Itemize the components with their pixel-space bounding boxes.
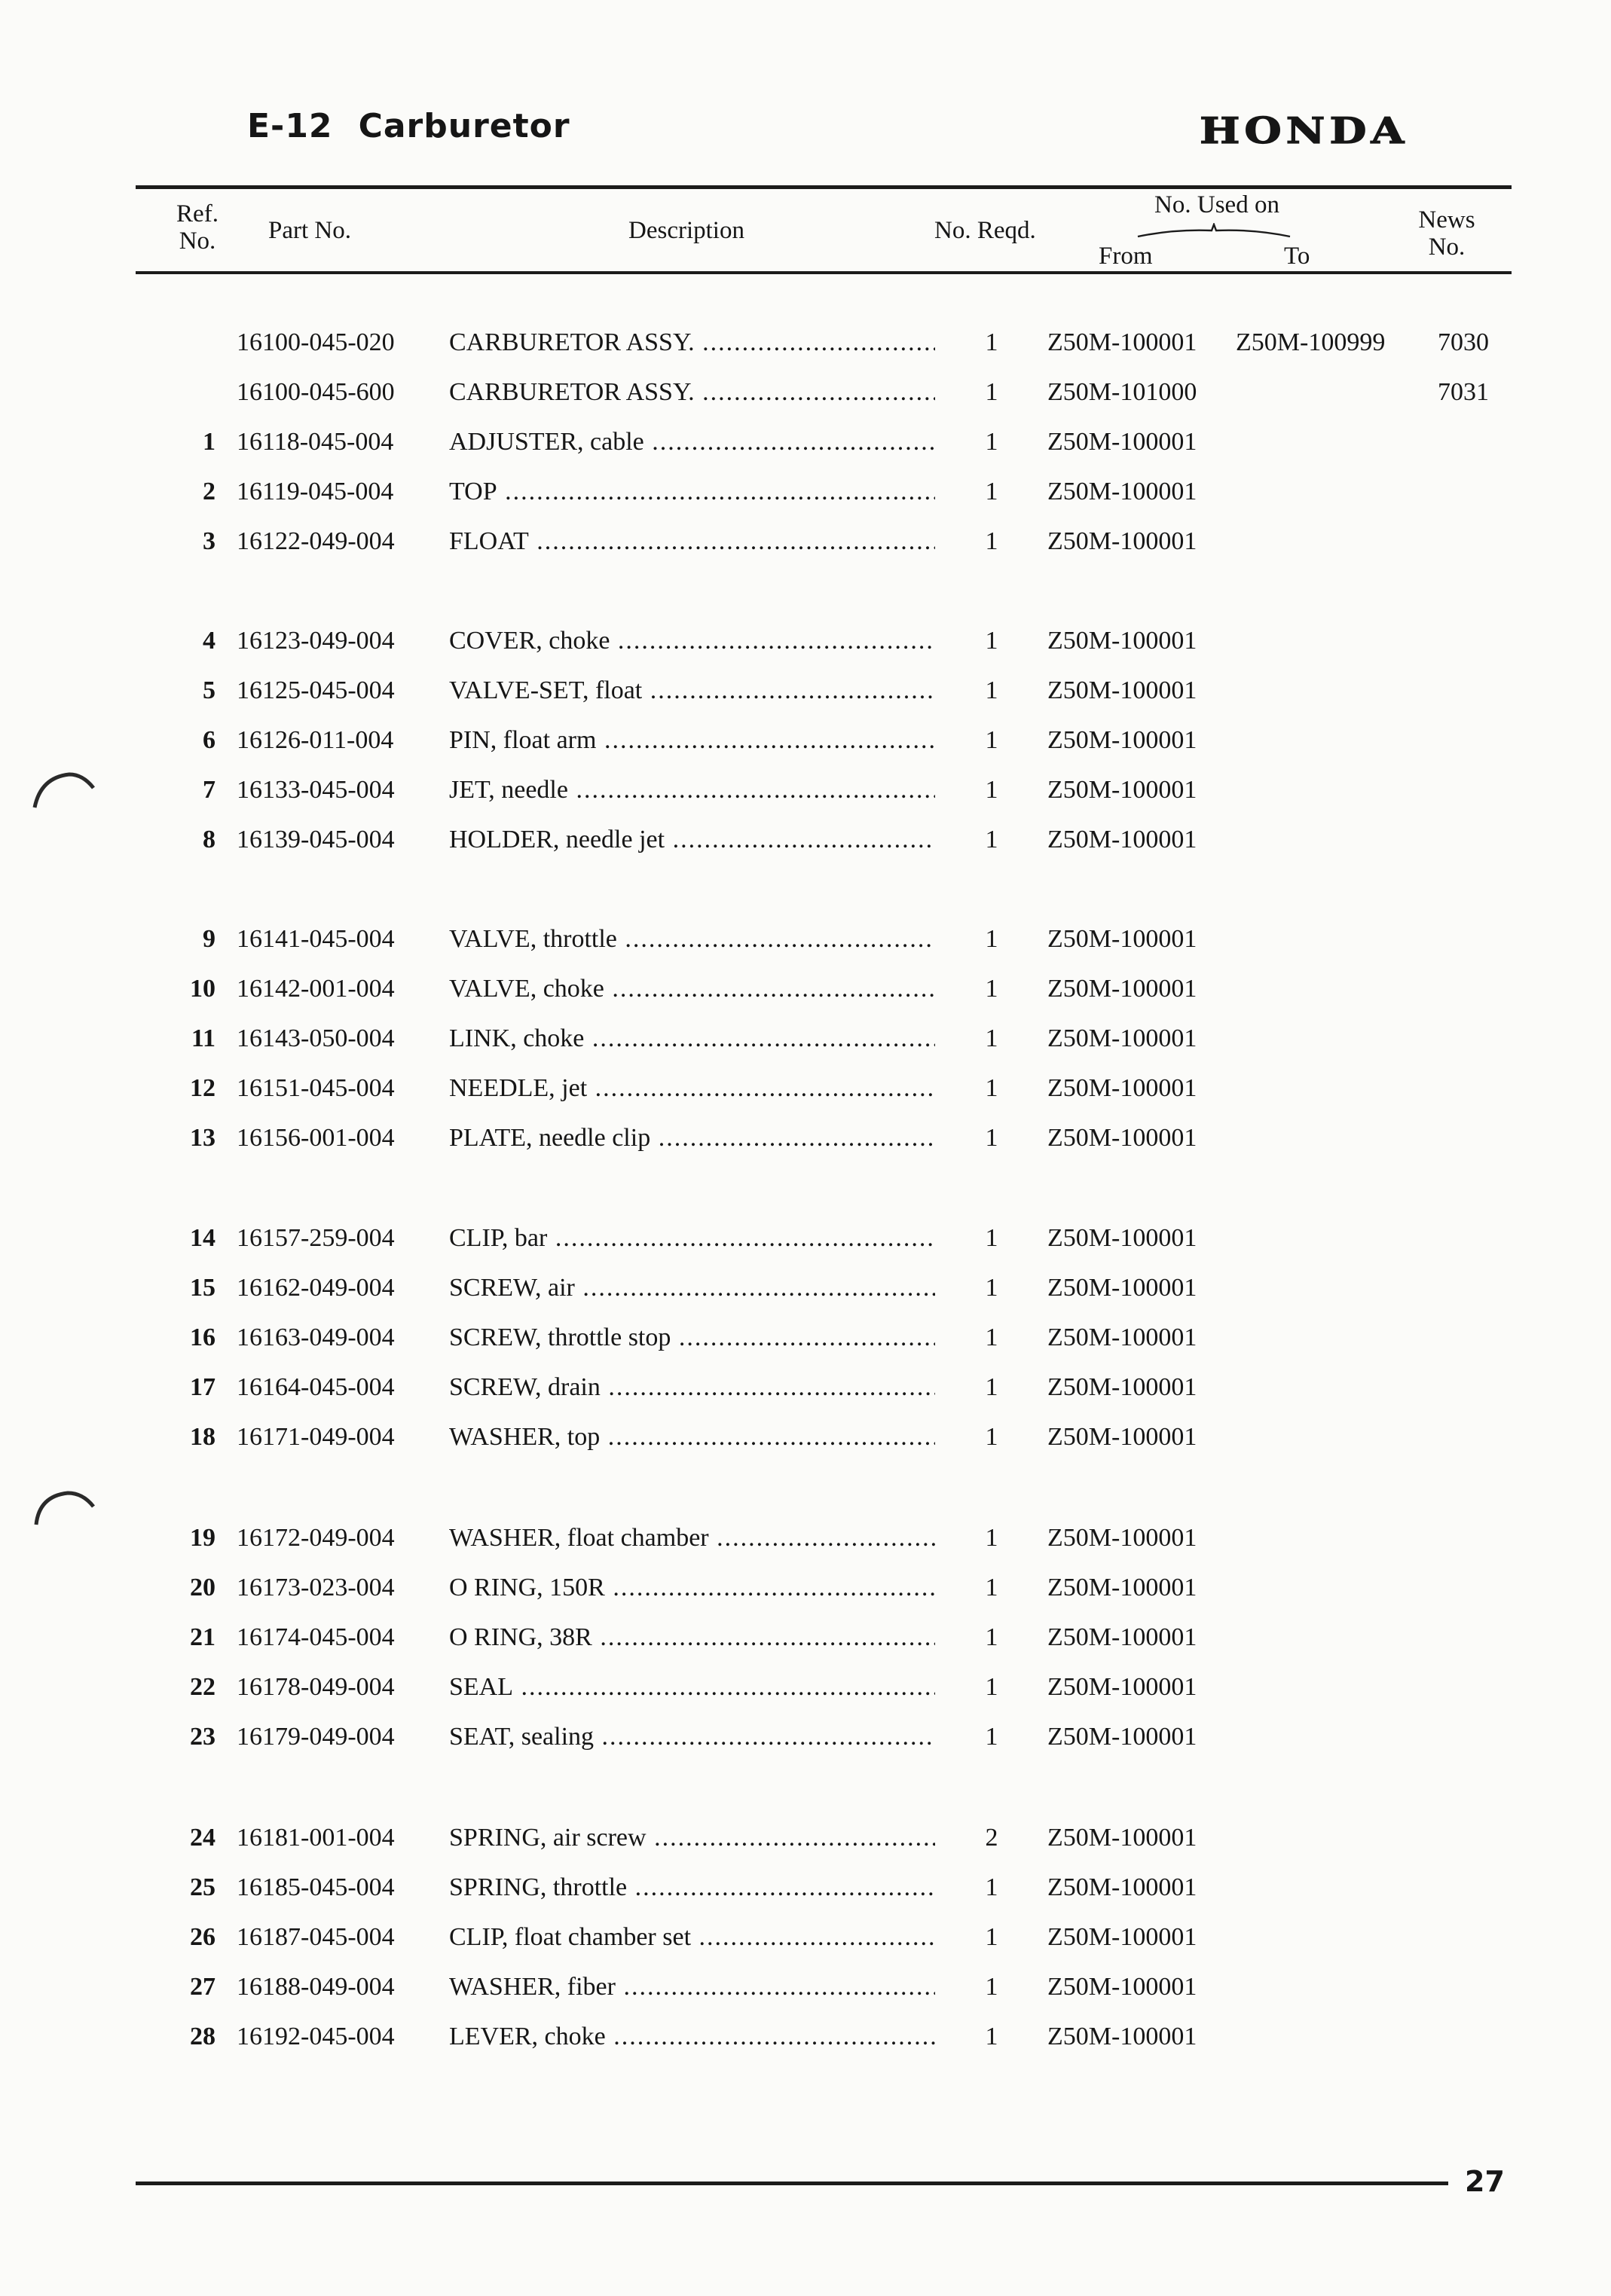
qty: 1 [985, 1673, 998, 1701]
used-from: Z50M-100001 [1047, 1423, 1197, 1451]
table-row [0, 1365, 1611, 1410]
col-news-line1: News [1418, 206, 1475, 234]
news-no: 7031 [1438, 378, 1489, 406]
ref-no: 11 [191, 1024, 216, 1052]
used-from: Z50M-100001 [1047, 1524, 1197, 1552]
part-no: 16172-049-004 [237, 1524, 395, 1552]
used-from: Z50M-100001 [1047, 1923, 1197, 1951]
honda-logo: HONDA [1200, 110, 1409, 152]
part-no: 16173-023-004 [237, 1574, 395, 1601]
table-row [0, 817, 1611, 863]
ref-no: 20 [190, 1574, 216, 1601]
part-no: 16157-259-004 [237, 1224, 395, 1252]
col-part-header: Part No. [268, 217, 351, 244]
table-row [0, 1615, 1611, 1660]
used-to: Z50M-100999 [1236, 328, 1386, 356]
col-ref-header [167, 200, 228, 255]
table-row [0, 1066, 1611, 1111]
used-from: Z50M-100001 [1047, 2023, 1197, 2050]
part-no: 16192-045-004 [237, 2023, 395, 2050]
news-no: 7030 [1438, 328, 1489, 356]
table-row [0, 1815, 1611, 1861]
description: WASHER, fiber ..... [449, 1965, 935, 2010]
description: COVER, choke ..... [449, 618, 935, 664]
qty: 1 [985, 1224, 998, 1252]
ref-no: 19 [190, 1524, 216, 1552]
table-row [0, 718, 1611, 763]
qty: 1 [985, 975, 998, 1003]
ref-no: 6 [203, 726, 216, 754]
qty: 1 [985, 428, 998, 456]
ref-no: 27 [190, 1973, 216, 2001]
description: SPRING, throttle ..... [449, 1865, 935, 1910]
table-row [0, 668, 1611, 713]
table-row [0, 1565, 1611, 1611]
qty: 1 [985, 1024, 998, 1052]
qty: 1 [985, 1623, 998, 1651]
used-from: Z50M-100001 [1047, 627, 1197, 655]
table-row [0, 1016, 1611, 1061]
used-from: Z50M-100001 [1047, 975, 1197, 1003]
used-from: Z50M-100001 [1047, 1373, 1197, 1401]
col-ref-line2: No. [179, 227, 216, 255]
col-to-header: To [1284, 243, 1310, 270]
table-row [0, 618, 1611, 664]
qty: 1 [985, 1324, 998, 1351]
used-from: Z50M-100001 [1047, 726, 1197, 754]
part-no: 16118-045-004 [237, 428, 394, 456]
qty: 1 [985, 1124, 998, 1152]
qty: 1 [985, 378, 998, 406]
ref-no: 8 [203, 826, 216, 853]
col-used-on-header: No. Used on [1154, 191, 1279, 218]
used-from: Z50M-100001 [1047, 1024, 1197, 1052]
table-row [0, 370, 1611, 415]
part-no: 16163-049-004 [237, 1324, 395, 1351]
section-title [247, 107, 570, 145]
part-no: 16188-049-004 [237, 1973, 395, 2001]
qty: 1 [985, 925, 998, 953]
binder-ring-mark [30, 764, 98, 809]
part-no: 16151-045-004 [237, 1074, 395, 1102]
qty: 1 [985, 726, 998, 754]
qty: 1 [985, 478, 998, 505]
col-news-line2: No. [1428, 234, 1466, 261]
part-no: 16133-045-004 [237, 776, 395, 804]
description: HOLDER, needle jet ..... [449, 817, 935, 863]
col-from-header: From [1099, 243, 1153, 270]
qty: 1 [985, 1423, 998, 1451]
ref-no: 16 [190, 1324, 216, 1351]
ref-no: 14 [190, 1224, 216, 1252]
description: CARBURETOR ASSY. ..... [449, 320, 935, 365]
table-row [0, 2014, 1611, 2059]
description: LEVER, choke ..... [449, 2014, 935, 2059]
used-from: Z50M-100001 [1047, 1673, 1197, 1701]
description: WASHER, top ..... [449, 1415, 935, 1460]
table-row [0, 1516, 1611, 1561]
qty: 1 [985, 776, 998, 804]
qty: 1 [985, 328, 998, 356]
description: SCREW, air ..... [449, 1266, 935, 1311]
page-number: 27 [1465, 2165, 1505, 2198]
ref-no: 10 [190, 975, 216, 1003]
qty: 1 [985, 1574, 998, 1601]
part-no: 16174-045-004 [237, 1623, 395, 1651]
part-no: 16123-049-004 [237, 627, 395, 655]
qty: 1 [985, 1074, 998, 1102]
used-on-brace [1136, 223, 1292, 241]
ref-no: 28 [190, 2023, 216, 2050]
used-from: Z50M-100001 [1047, 1224, 1197, 1252]
used-from: Z50M-100001 [1047, 1973, 1197, 2001]
used-from: Z50M-100001 [1047, 328, 1197, 356]
used-from: Z50M-100001 [1047, 1873, 1197, 1901]
qty: 1 [985, 2023, 998, 2050]
part-no: 16164-045-004 [237, 1373, 395, 1401]
col-ref-line1: Ref. [176, 200, 219, 227]
ref-no: 13 [190, 1124, 216, 1152]
used-from: Z50M-100001 [1047, 1124, 1197, 1152]
used-from: Z50M-100001 [1047, 527, 1197, 555]
description: VALVE, throttle ..... [449, 917, 935, 962]
description: VALVE-SET, float ..... [449, 668, 935, 713]
part-no: 16141-045-004 [237, 925, 395, 953]
table-row [0, 1714, 1611, 1760]
description: ADJUSTER, cable ..... [449, 420, 935, 465]
header-top-rule [136, 185, 1512, 189]
description: NEEDLE, jet ..... [449, 1066, 935, 1111]
col-description-header: Description [628, 217, 744, 244]
table-row [0, 1415, 1611, 1460]
ref-no: 22 [190, 1673, 216, 1701]
ref-no: 5 [203, 676, 216, 704]
qty: 1 [985, 1923, 998, 1951]
part-no: 16181-001-004 [237, 1824, 395, 1852]
part-no: 16122-049-004 [237, 527, 395, 555]
part-no: 16100-045-020 [237, 328, 395, 356]
description: SCREW, drain ..... [449, 1365, 935, 1410]
table-row [0, 917, 1611, 962]
qty: 1 [985, 1373, 998, 1401]
ref-no: 1 [203, 428, 216, 456]
used-from: Z50M-100001 [1047, 1074, 1197, 1102]
description: SCREW, throttle stop ..... [449, 1315, 935, 1360]
qty: 1 [985, 1524, 998, 1552]
used-from: Z50M-100001 [1047, 1274, 1197, 1302]
ref-no: 21 [190, 1623, 216, 1651]
qty: 1 [985, 1274, 998, 1302]
qty: 1 [985, 676, 998, 704]
description: FLOAT ..... [449, 519, 935, 564]
part-no: 16100-045-600 [237, 378, 395, 406]
table-row [0, 1216, 1611, 1261]
ref-no: 26 [190, 1923, 216, 1951]
used-from: Z50M-100001 [1047, 826, 1197, 853]
part-no: 16179-049-004 [237, 1723, 395, 1751]
part-no: 16139-045-004 [237, 826, 395, 853]
ref-no: 17 [190, 1373, 216, 1401]
part-no: 16185-045-004 [237, 1873, 395, 1901]
used-from: Z50M-100001 [1047, 1574, 1197, 1601]
table-row [0, 768, 1611, 813]
used-from: Z50M-100001 [1047, 428, 1197, 456]
table-row [0, 519, 1611, 564]
table-row [0, 1665, 1611, 1710]
ref-no: 18 [190, 1423, 216, 1451]
description: CLIP, float chamber set ..... [449, 1915, 935, 1960]
description: SEAL ..... [449, 1665, 935, 1710]
used-from: Z50M-100001 [1047, 478, 1197, 505]
binder-ring-mark [30, 1481, 98, 1526]
table-row [0, 420, 1611, 465]
section-name: Carburetor [358, 107, 570, 145]
qty: 1 [985, 1723, 998, 1751]
description: JET, needle ..... [449, 768, 935, 813]
ref-no: 4 [203, 627, 216, 655]
description: O RING, 150R ..... [449, 1565, 935, 1611]
table-row [0, 1915, 1611, 1960]
description: CARBURETOR ASSY. ..... [449, 370, 935, 415]
qty: 2 [985, 1824, 998, 1852]
description: SEAT, sealing ..... [449, 1714, 935, 1760]
part-no: 16162-049-004 [237, 1274, 395, 1302]
part-no: 16125-045-004 [237, 676, 395, 704]
table-row [0, 1865, 1611, 1910]
used-from: Z50M-100001 [1047, 925, 1197, 953]
used-from: Z50M-100001 [1047, 1824, 1197, 1852]
table-row [0, 320, 1611, 365]
description: VALVE, choke ..... [449, 966, 935, 1012]
part-no: 16187-045-004 [237, 1923, 395, 1951]
ref-no: 12 [190, 1074, 216, 1102]
part-no: 16171-049-004 [237, 1423, 395, 1451]
part-no: 16178-049-004 [237, 1673, 395, 1701]
description: CLIP, bar ..... [449, 1216, 935, 1261]
used-from: Z50M-100001 [1047, 1324, 1197, 1351]
ref-no: 23 [190, 1723, 216, 1751]
table-row [0, 1965, 1611, 2010]
qty: 1 [985, 1873, 998, 1901]
ref-no: 15 [190, 1274, 216, 1302]
ref-no: 7 [203, 776, 216, 804]
part-no: 16142-001-004 [237, 975, 395, 1003]
qty: 1 [985, 627, 998, 655]
description: LINK, choke ..... [449, 1016, 935, 1061]
description: SPRING, air screw ..... [449, 1815, 935, 1861]
description: PLATE, needle clip ..... [449, 1116, 935, 1161]
table-row [0, 469, 1611, 514]
col-news-header [1402, 206, 1492, 261]
used-from: Z50M-100001 [1047, 676, 1197, 704]
table-row [0, 1116, 1611, 1161]
description: PIN, float arm ..... [449, 718, 935, 763]
part-no: 16119-045-004 [237, 478, 394, 505]
header-bottom-rule [136, 271, 1512, 274]
part-no: 16143-050-004 [237, 1024, 395, 1052]
description: O RING, 38R ..... [449, 1615, 935, 1660]
ref-no: 2 [203, 478, 216, 505]
used-from: Z50M-100001 [1047, 1723, 1197, 1751]
table-row [0, 1266, 1611, 1311]
footer-rule [136, 2182, 1448, 2185]
description: WASHER, float chamber ..... [449, 1516, 935, 1561]
part-no: 16126-011-004 [237, 726, 394, 754]
ref-no: 3 [203, 527, 216, 555]
ref-no: 9 [203, 925, 216, 953]
qty: 1 [985, 527, 998, 555]
used-from: Z50M-100001 [1047, 776, 1197, 804]
col-qty-header: No. Reqd. [934, 217, 1036, 244]
ref-no: 24 [190, 1824, 216, 1852]
ref-no: 25 [190, 1873, 216, 1901]
qty: 1 [985, 1973, 998, 2001]
description: TOP ..... [449, 469, 935, 514]
used-from: Z50M-101000 [1047, 378, 1197, 406]
section-code: E-12 [247, 107, 333, 145]
table-row [0, 1315, 1611, 1360]
qty: 1 [985, 826, 998, 853]
part-no: 16156-001-004 [237, 1124, 395, 1152]
table-row [0, 966, 1611, 1012]
used-from: Z50M-100001 [1047, 1623, 1197, 1651]
